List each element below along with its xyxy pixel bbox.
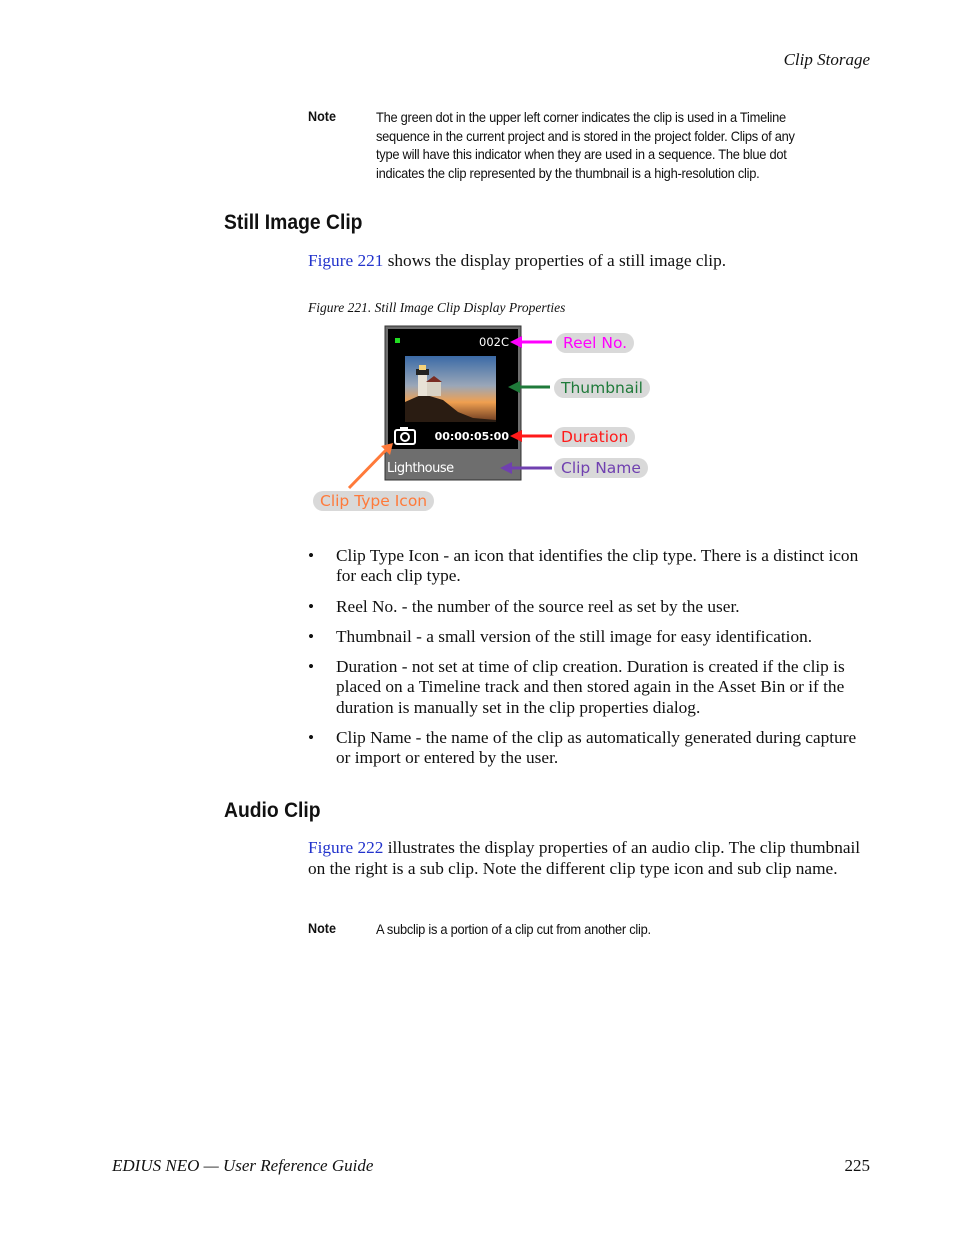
running-head: Clip Storage bbox=[783, 50, 870, 69]
callout-clip-type-icon-label: Clip Type Icon bbox=[320, 492, 428, 510]
section-heading-audio-clip: Audio Clip bbox=[224, 799, 321, 822]
page-number: 225 bbox=[844, 1156, 870, 1175]
still-image-clip-figure bbox=[308, 322, 678, 522]
callout-duration-label: Duration bbox=[561, 428, 629, 446]
callout-duration bbox=[554, 427, 635, 447]
audio-intro-text: illustrates the display properties of an audio clip. The clip thumbnail on the right is a sub clip. Note the different clip type icon and sub clip name. bbox=[308, 838, 861, 878]
note-line: indicates the clip represented by the thumbnail is a high-resolution clip. bbox=[376, 165, 760, 182]
still-intro-text: shows the display properties of a still image clip. bbox=[383, 251, 727, 270]
thumbnail-image bbox=[405, 356, 496, 422]
list-item: • Clip Name - the name of the clip as automatically generated during capture or import or entered by the user. bbox=[308, 728, 870, 769]
reel-number: 002C bbox=[479, 335, 509, 349]
clip-name-text: Lighthouse bbox=[387, 461, 454, 476]
callout-thumbnail-label: Thumbnail bbox=[561, 379, 643, 397]
list-item: • Reel No. - the number of the source reel as set by the user. bbox=[308, 597, 870, 617]
section-heading-still-image-clip: Still Image Clip bbox=[224, 211, 363, 234]
footer-guide-title: EDIUS NEO — User Reference Guide bbox=[112, 1156, 374, 1175]
note-line: The green dot in the upper left corner indicates the clip is used in a Timeline bbox=[376, 109, 786, 125]
still-intro-paragraph bbox=[308, 251, 878, 272]
figure-222-link[interactable]: Figure 222 bbox=[308, 838, 384, 857]
callout-clip-type-icon bbox=[313, 491, 434, 511]
timeline-indicator-dot bbox=[395, 338, 400, 343]
note-line: sequence in the current project and is stored in the project folder. Clips of any bbox=[376, 127, 795, 144]
figure-221-link[interactable]: Figure 221 bbox=[308, 251, 384, 270]
property-list bbox=[308, 546, 870, 779]
note-label: Note bbox=[308, 920, 337, 936]
figure-caption: Figure 221. Still Image Clip Display Properties bbox=[308, 300, 566, 315]
list-item: • Duration - not set at time of clip creation. Duration is created if the clip is placed on a Timeline track and then stored again in the Asset Bin or if the duration is manually set in the clip properties dialog. bbox=[308, 657, 870, 718]
callout-reel-no-label: Reel No. bbox=[563, 334, 628, 352]
note-text: A subclip is a portion of a clip cut from another clip. bbox=[376, 921, 651, 937]
note-text bbox=[376, 108, 854, 183]
callout-clip-name bbox=[554, 458, 648, 478]
callout-thumbnail bbox=[554, 378, 650, 398]
duration-readout: 00:00:05:00 bbox=[434, 430, 509, 443]
list-item: • Clip Type Icon - an icon that identifies the clip type. There is a distinct icon for each clip type. bbox=[308, 546, 870, 587]
audio-intro-paragraph bbox=[308, 838, 870, 879]
callout-reel-no bbox=[556, 333, 634, 353]
note-label: Note bbox=[308, 108, 337, 124]
note-line: type will have this indicator when they are used in a sequence. The blue dot bbox=[376, 146, 787, 163]
callout-clip-name-label: Clip Name bbox=[561, 459, 641, 477]
list-item: • Thumbnail - a small version of the still image for easy identification. bbox=[308, 627, 870, 647]
